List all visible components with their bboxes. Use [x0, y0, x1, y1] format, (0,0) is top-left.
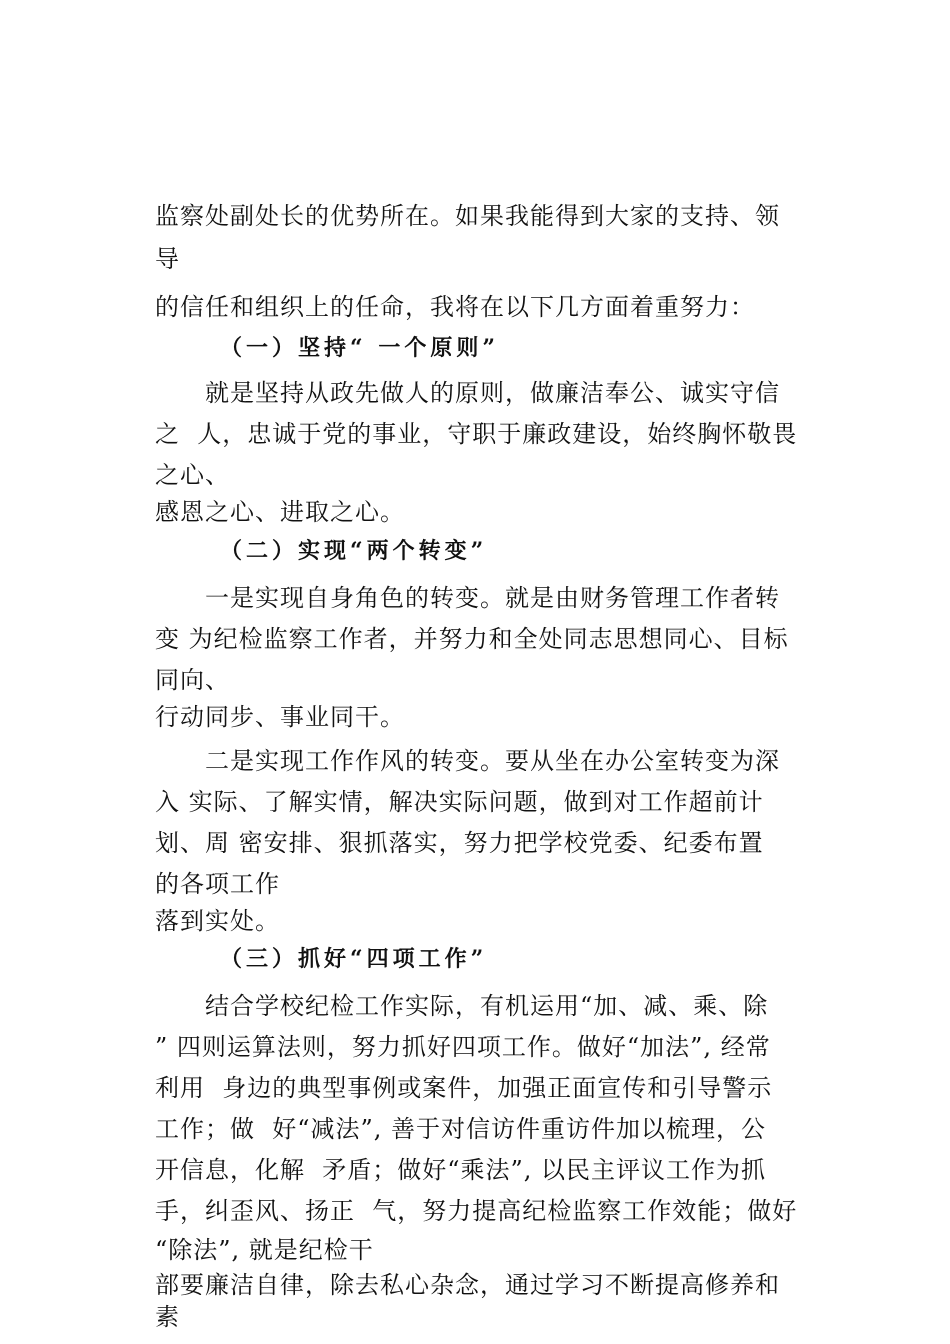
- body-line: 手，纠歪风、扬正 气，努力提高纪检监察工作效能；做好: [155, 1197, 798, 1225]
- body-line: 落到实处。: [155, 907, 280, 935]
- body-line: 导: [155, 245, 180, 273]
- body-line: 二是实现工作作风的转变。要从坐在办公室转变为深: [205, 747, 780, 775]
- body-line: 感恩之心、进取之心。: [155, 498, 405, 526]
- section-heading-3: （三）抓好“四项工作”: [220, 946, 488, 972]
- body-line: 划、周 密安排、狠抓落实，努力把学校党委、纪委布置: [155, 829, 764, 857]
- body-line: 监察处副处长的优势所在。如果我能得到大家的支持、领: [155, 202, 780, 230]
- body-line: 的各项工作: [155, 870, 280, 898]
- body-line: 部要廉洁自律，除去私心杂念，通过学习不断提高修养和: [155, 1271, 780, 1299]
- body-line: 利用 身边的典型事例或案件，加强正面宣传和引导警示: [155, 1074, 773, 1102]
- section-heading-1: （一）坚持“ 一个原则”: [220, 335, 499, 361]
- body-line: 素: [155, 1303, 180, 1331]
- body-line: 开信息，化解 矛盾；做好“乘法”, 以民主评议工作为抓: [155, 1156, 767, 1184]
- body-line: ” 四则运算法则，努力抓好四项工作。做好“加法”, 经常: [155, 1033, 771, 1061]
- body-line: 之 人，忠诚于党的事业，守职于廉政建设，始终胸怀敬畏: [155, 420, 798, 448]
- section-heading-2: （二）实现“两个转变”: [220, 538, 488, 564]
- body-line: 结合学校纪检工作实际，有机运用“加、减、乘、除: [205, 992, 769, 1020]
- body-line: 变 为纪检监察工作者，并努力和全处同志思想同心、目标: [155, 625, 789, 653]
- body-line: 就是坚持从政先做人的原则，做廉洁奉公、诚实守信: [205, 379, 780, 407]
- body-line: 的信任和组织上的任命，我将在以下几方面着重努力：: [155, 293, 755, 321]
- body-line: 之心、: [155, 461, 230, 489]
- body-line: 同向、: [155, 666, 230, 694]
- body-line: 行动同步、事业同干。: [155, 703, 405, 731]
- body-line: 工作；做 好“减法”, 善于对信访件重访件加以梳理，公: [155, 1115, 767, 1143]
- body-line: 入 实际、了解实情，解决实际问题，做到对工作超前计: [155, 788, 764, 816]
- body-line: 一是实现自身角色的转变。就是由财务管理工作者转: [205, 584, 780, 612]
- body-line: “除法”, 就是纪检干: [155, 1236, 374, 1264]
